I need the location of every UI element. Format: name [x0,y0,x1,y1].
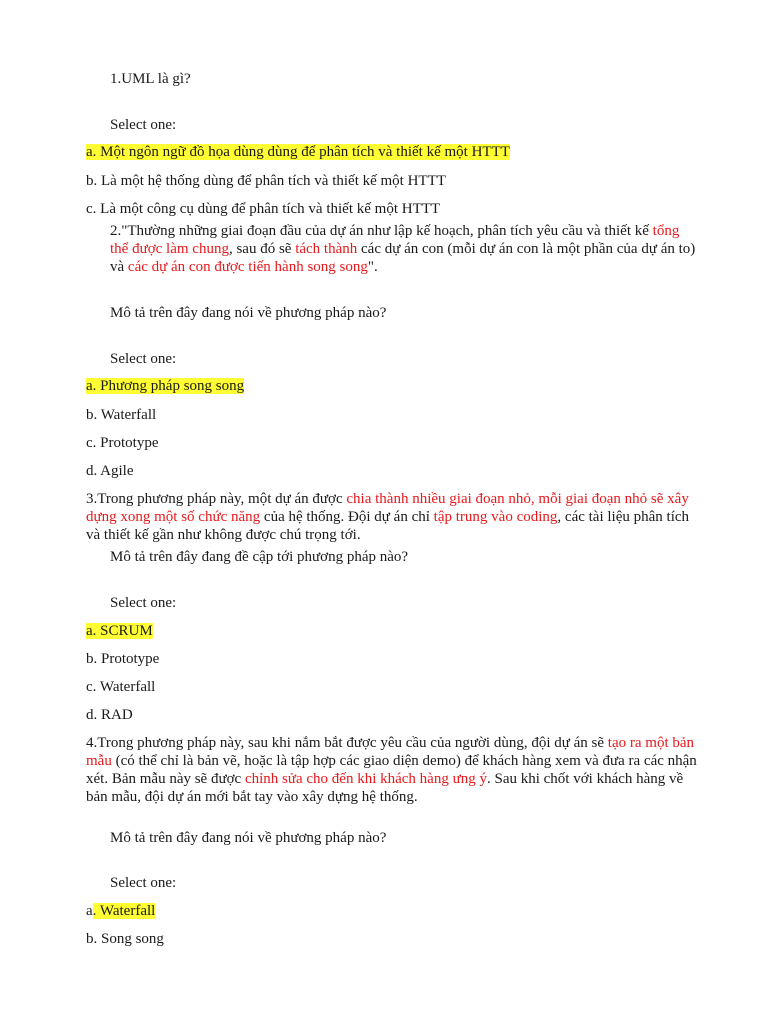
emphasis-text: các dự án con được tiến hành song song [127,259,368,275]
q4-prompt: Mô tả trên đây đang nói về phương pháp nào? [110,830,387,846]
q3-option-d[interactable]: d. RAD [86,707,133,723]
q1-option-a[interactable] [86,143,510,161]
highlighted-answer: . Waterfall [92,903,156,919]
q4-option-a[interactable]: a. Waterfall [86,903,156,919]
q1-select-label: Select one: [110,117,177,133]
q2-select-label: Select one: [110,351,177,367]
q4-option-b[interactable]: b. Song song [86,931,164,947]
highlighted-answer: a. SCRUM [86,623,153,639]
q3-select-label: Select one: [110,595,177,611]
emphasis-text: chỉnh sửa cho đến khi khách hàng ưng ý [244,771,487,787]
q3-description: 3.Trong phương pháp này, một dự án được chia thành nhiều giai đoạn nhỏ, mỗi giai đoạn nhỏ sẽ xây dựng xong một số chức năng của hệ thống. Đội dự án chỉ tập trung vào coding, các tài liệu phân tích và thiết kế gần như không được chú trọng tới. [86,491,690,543]
q3-option-c[interactable]: c. Waterfall [86,679,156,695]
highlighted-answer: a. Phương pháp song song [86,378,245,394]
emphasis-text: tập trung vào coding [433,509,558,525]
q4-select-label: Select one: [110,875,177,891]
highlighted-answer: a. Một ngôn ngữ đồ họa dùng dùng để phân tích và thiết kế một HTTT [86,144,510,160]
q1-option-b[interactable]: b. Là một hệ thống dùng để phân tích và thiết kế một HTTT [86,173,446,189]
q3-option-b[interactable]: b. Prototype [86,651,160,667]
q2-description: 2."Thường những giai đoạn đầu của dự án như lập kế hoạch, phân tích yêu cầu và thiết kế tổng thể được làm chung, sau đó sẽ tách thành các dự án con (mỗi dự án con là một phần của dự án to) và các dự án con được tiến hành song song". [110,223,696,275]
emphasis-text: tổng thể được làm chung [110,223,680,257]
q3-prompt: Mô tả trên đây đang đề cập tới phương pháp nào? [110,549,409,565]
q4-description: 4.Trong phương pháp này, sau khi nắm bắt được yêu cầu của người dùng, đội dự án sẽ tạo ra một bản mẫu (có thể chỉ là bản vẽ, hoặc là tập hợp các giao diện demo) để khách hàng xem và đưa ra các nhận xét. Bản mẫu này sẽ được chỉnh sửa cho đến khi khách hàng ưng ý. Sau khi chốt với khách hàng về bản mẫu, đội dự án mới bắt tay vào xây dựng hệ thống. [86,735,697,805]
q2-option-d[interactable]: d. Agile [86,463,134,479]
q1-option-c[interactable]: c. Là một công cụ dùng để phân tích và thiết kế một HTTT [86,201,441,217]
q1-title: 1.UML là gì? [110,71,191,87]
emphasis-text: chia thành nhiều giai đoạn nhỏ, mỗi giai đoạn nhỏ sẽ xây dựng xong một số chức năng [86,491,689,525]
emphasis-text: tách thành [295,241,358,257]
q2-prompt: Mô tả trên đây đang nói về phương pháp nào? [110,305,387,321]
emphasis-text: tạo ra một bản mẫu [86,735,695,769]
q2-option-b[interactable]: b. Waterfall [86,407,157,423]
q2-option-c[interactable]: c. Prototype [86,435,159,451]
q3-option-a[interactable] [86,622,153,640]
q2-option-a[interactable] [86,377,244,395]
